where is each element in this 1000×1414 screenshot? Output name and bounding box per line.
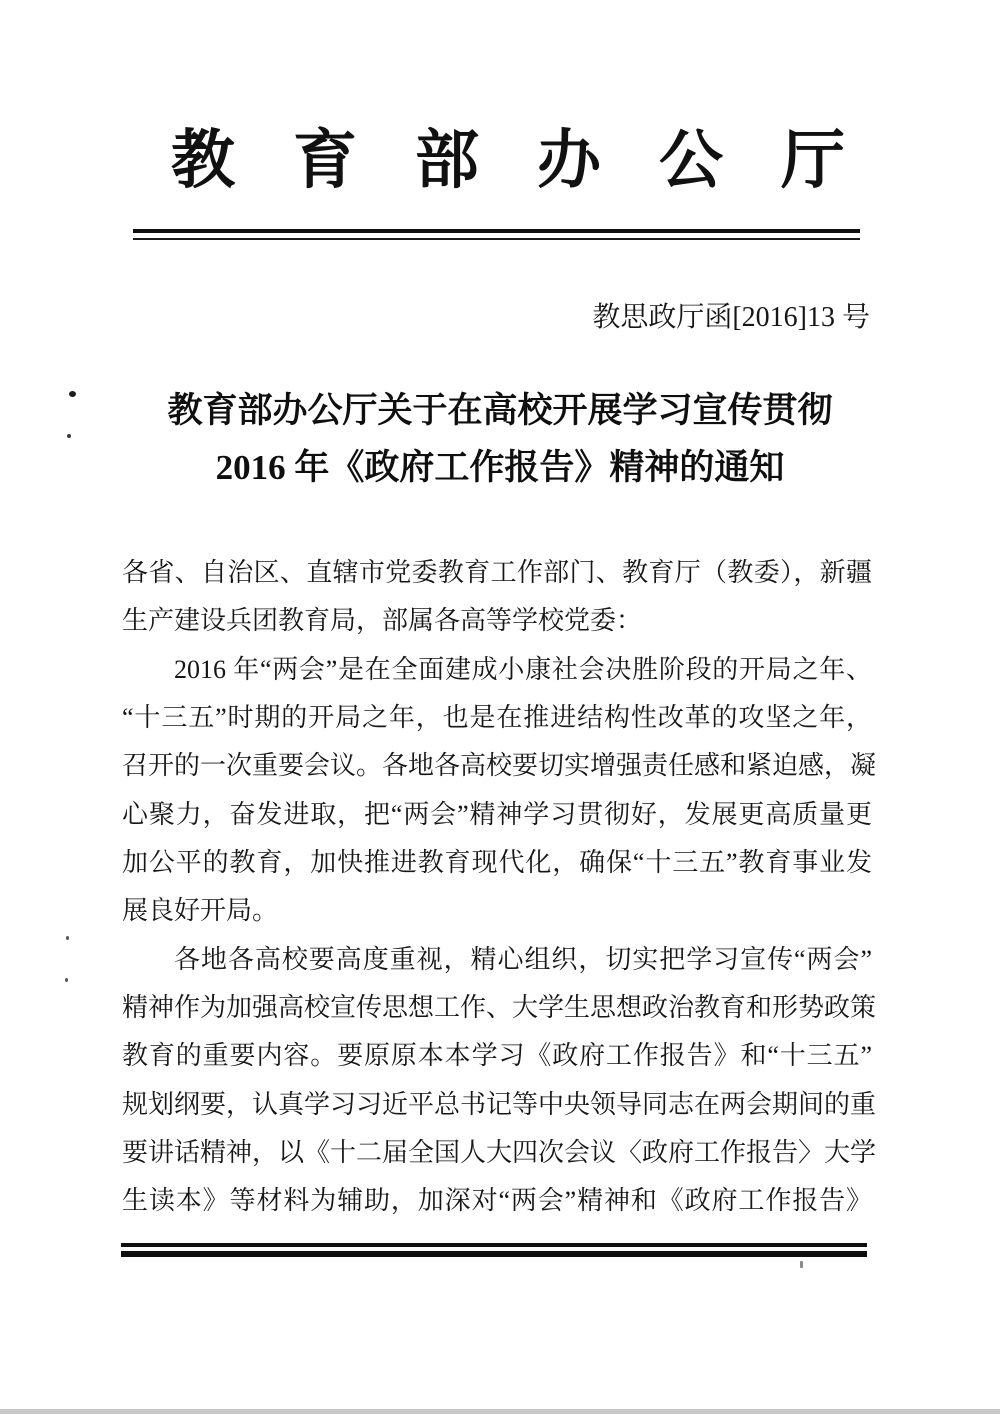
document-title-line-1: 教育部办公厅关于在高校开展学习宣传贯彻 [167,391,833,430]
body-line: 生产建设兵团教育局，部属各高等学校党委： [122,606,643,636]
body-line: 规划纲要，认真学习习近平总书记等中央领导同志在两会期间的重 [122,1089,877,1119]
body-line: 各地各高校要高度重视，精心组织，切实把学习宣传“两会” [174,944,872,974]
body-line: 精神作为加强高校宣传思想工作、大学生思想政治教育和形势政策 [122,993,877,1023]
scan-speck [800,1261,803,1268]
body-line: 教育的重要内容。要原原本本学习《政府工作报告》和“十三五” [122,1041,872,1071]
body-line: 生读本》等材料为辅助，加深对“两会”精神和《政府工作报告》 [122,1186,872,1216]
body-line: “十三五”时期的开局之年，也是在推进结构性改革的攻坚之年， [122,703,872,733]
body-line: 各省、自治区、直辖市党委教育工作部门、教育厅（教委），新疆 [122,558,872,587]
letterhead-title: 教育部办公厅 [171,125,903,196]
footer-double-rule [121,1243,867,1257]
body-line: 心聚力，奋发进取，把“两会”精神学习贯彻好，发展更高质量更 [122,799,872,829]
body-line: 加公平的教育，加快推进教育现代化，确保“十三五”教育事业发 [122,848,872,878]
scan-speck [69,391,76,397]
document-number: 教思政厅函[2016]13 号 [592,302,870,333]
scan-bottom-edge [0,1409,1000,1414]
scan-speck [65,978,68,982]
document-title-line-2: 2016 年《政府工作报告》精神的通知 [215,448,785,487]
body-line: 召开的一次重要会议。各地各高校要切实增强责任感和紧迫感，凝 [122,751,877,781]
body-line: 要讲话精神，以《十二届全国人大四次会议〈政府工作报告〉大学 [122,1138,877,1168]
document-body [122,549,877,1226]
scan-speck [67,434,71,438]
body-line: 2016 年“两会”是在全面建成小康社会决胜阶段的开局之年、 [174,654,872,684]
scan-speck [66,936,69,940]
letterhead-double-rule [133,229,860,240]
body-line: 展良好开局。 [122,896,279,926]
document-title [0,382,1000,496]
